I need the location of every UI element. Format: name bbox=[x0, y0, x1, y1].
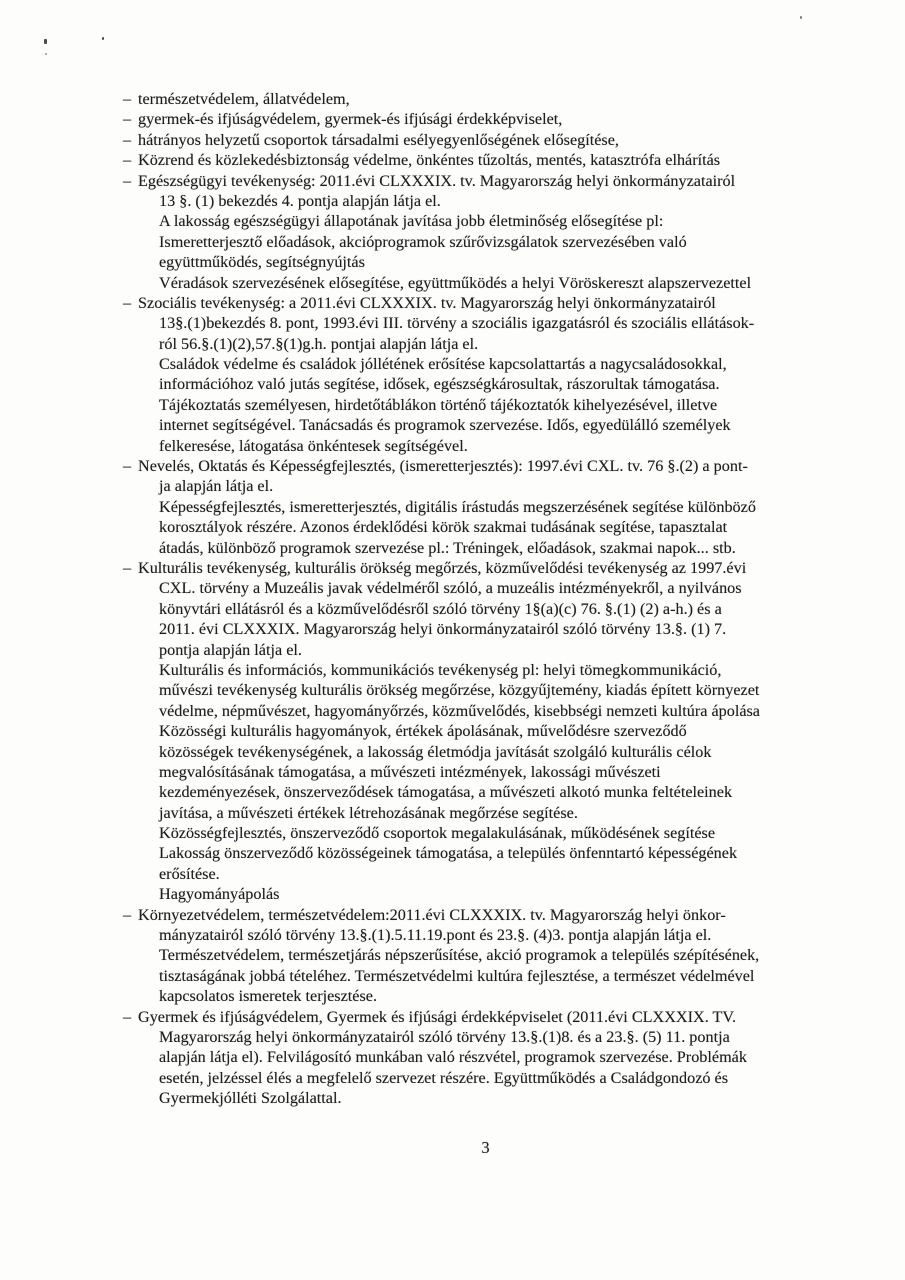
item-first-line bbox=[123, 456, 893, 476]
dash-bullet: – bbox=[123, 130, 132, 149]
item-continuation-line: Természetvédelem, természetjárás népszerűsítése, akció programok a település szépítésének, bbox=[159, 946, 760, 965]
item-continuation-line: átadás, különböző programok szervezése pl.: Tréningek, előadások, szakmai napok... stb. bbox=[159, 538, 736, 557]
dash-bullet: – bbox=[123, 457, 132, 476]
item-continuation-line: Véradások szervezésének elősegítése, együttműködés a helyi Vöröskereszt alapszervezettel bbox=[159, 273, 752, 292]
dash-bullet: – bbox=[123, 558, 132, 577]
list-item bbox=[123, 171, 893, 293]
item-continuation-line: könyvtári ellátásról és a közművelődésről szóló törvény 1§(a)(c) 76. §.(1) (2) a-h.) és a bbox=[159, 599, 722, 618]
list-item bbox=[123, 293, 893, 456]
item-continuation-line: felkeresése, látogatása önkéntesek segítségével. bbox=[159, 436, 468, 455]
dash-bullet: – bbox=[123, 171, 132, 190]
item-first-line bbox=[123, 109, 893, 129]
item-continuation-line: pontja alapján látja el. bbox=[159, 640, 302, 659]
item-continuation-line: 2011. évi CLXXXIX. Magyarország helyi önkormányzatairól szóló törvény 13.§. (1) 7. bbox=[159, 620, 727, 639]
dash-bullet: – bbox=[123, 151, 132, 170]
item-continuation-line: 13 §. (1) bekezdés 4. pontja alapján látja el. bbox=[159, 191, 441, 210]
item-continuation-line: Tájékoztatás személyesen, hirdetőtáblákon történő tájékoztatók kihelyezésével, illetve bbox=[159, 395, 718, 414]
item-continuation-line: erősítése. bbox=[159, 864, 220, 883]
scan-noise-speck bbox=[102, 37, 104, 40]
dash-bullet: – bbox=[123, 905, 132, 924]
item-first-line bbox=[123, 130, 893, 150]
item-continuation-line: ja alapján látja el. bbox=[159, 477, 274, 496]
item-continuation-line: Gyermekjólléti Szolgálattal. bbox=[159, 1089, 342, 1108]
scan-noise-speck bbox=[800, 16, 802, 19]
item-continuation-line: Ismeretterjesztő előadások, akcióprogramok szűrővizsgálatok szervezésében való bbox=[159, 232, 687, 251]
item-first-line bbox=[123, 1007, 893, 1027]
item-continuation-line: Családok védelme és családok jóllétének erősítése kapcsolattartás a nagycsaládosokkal, bbox=[159, 355, 727, 374]
item-continuation-line: Közösségi kulturális hagyományok, értékek ápolásának, művelődésre szerveződő bbox=[159, 722, 687, 741]
item-continuation-line: alapján látja el). Felvilágosító munkában való részvétel, programok szervezése. Problémák bbox=[159, 1048, 747, 1067]
item-text: természetvédelem, állatvédelem, bbox=[138, 90, 350, 108]
item-continuation-line: esetén, jelzéssel élés a megfelelő szervezet részére. Együttműködés a Családgondozó és bbox=[159, 1068, 729, 1087]
item-continuation-line: internet segítségével. Tanácsadás és programok szervezése. Idős, egyedülálló személyek bbox=[159, 416, 731, 435]
content-list bbox=[123, 89, 893, 1109]
list-item bbox=[123, 89, 893, 109]
item-continuation-line: Képességfejlesztés, ismeretterjesztés, digitális írástudás megszerzésének segítése különböző bbox=[159, 497, 756, 516]
item-continuation-line: együttműködés, segítségnyújtás bbox=[159, 253, 365, 272]
item-continuation-line: kapcsolatos ismeretek terjesztése. bbox=[159, 987, 377, 1006]
dash-bullet: – bbox=[123, 110, 132, 129]
item-continuation-line: A lakosság egészségügyi állapotának javítása jobb életminőség elősegítése pl: bbox=[159, 212, 664, 231]
item-text: Nevelés, Oktatás és Képességfejlesztés, (ismeretterjesztés): 1997.évi CXL. tv. 76 §.(2) a pont- bbox=[138, 457, 748, 476]
item-continuation-line: Lakosság önszerveződő közösségeinek támogatása, a település önfenntartó képességének bbox=[159, 844, 738, 863]
list-item bbox=[123, 109, 893, 129]
item-text: Kulturális tevékenység, kulturális örökség megőrzés, közművelődési tevékenység az 1997.évi bbox=[138, 558, 747, 577]
list-item bbox=[123, 456, 893, 558]
item-text: hátrányos helyzetű csoportok társadalmi esélyegyenlőségének elősegítése, bbox=[138, 130, 619, 149]
item-continuation-line: CXL. törvény a Muzeális javak védelméről szóló, a muzeális intézményekről, a nyilvános bbox=[159, 579, 742, 598]
list-item bbox=[123, 130, 893, 150]
list-item bbox=[123, 558, 893, 905]
list-item bbox=[123, 150, 893, 170]
item-continuation-line: ról 56.§.(1)(2),57.§(1)g.h. pontjai alapján látja el. bbox=[159, 334, 479, 353]
item-first-line bbox=[123, 558, 893, 578]
item-continuation-line: Hagyományápolás bbox=[159, 885, 280, 904]
item-continuation-line: mányzatairól szóló törvény 13.§.(1).5.11.19.pont és 23.§. (4)3. pontja alapján látja el. bbox=[159, 926, 712, 945]
dash-bullet: – bbox=[123, 90, 132, 108]
item-continuation-line: megvalósításának támogatása, a művészeti intézmények, lakossági művészeti bbox=[159, 762, 661, 781]
item-first-line bbox=[123, 905, 893, 925]
item-first-line bbox=[123, 171, 893, 191]
list-item bbox=[123, 905, 893, 1007]
item-first-line bbox=[123, 150, 893, 170]
item-continuation-line: Közösségfejlesztés, önszerveződő csoportok megalakulásának, működésének segítése bbox=[159, 824, 716, 843]
item-continuation-line: Magyarország helyi önkormányzatairól szóló törvény 13.§.(1)8. és a 23.§. (5) 11. pontja bbox=[159, 1027, 730, 1046]
item-text: Szociális tevékenység: a 2011.évi CLXXXIX. tv. Magyarország helyi önkormányzatairól bbox=[138, 293, 716, 312]
item-continuation-line: Kulturális és információs, kommunikációs tevékenység pl: helyi tömegkommunikáció, bbox=[159, 660, 722, 679]
item-text: Gyermek és ifjúságvédelem, Gyermek és ifjúsági érdekképviselet (2011.évi CLXXXIX. TV. bbox=[138, 1007, 737, 1026]
item-continuation-line: művészi tevékenység kulturális örökség megőrzése, közgyűjtemény, kiadás épített környezet bbox=[159, 681, 760, 700]
dash-bullet: – bbox=[123, 293, 132, 312]
item-text: Egészségügyi tevékenység: 2011.évi CLXXXIX. tv. Magyarország helyi önkormányzatairól bbox=[138, 171, 736, 190]
item-continuation-line: javítása, a művészeti értékek létrehozásának megőrzése segítése. bbox=[159, 803, 578, 822]
item-text: gyermek-és ifjúságvédelem, gyermek-és ifjúsági érdekképviselet, bbox=[138, 110, 563, 129]
item-first-line bbox=[123, 293, 893, 313]
item-text: Közrend és közlekedésbiztonság védelme, önkéntes tűzoltás, mentés, katasztrófa elhárítás bbox=[138, 151, 721, 170]
scan-noise-speck bbox=[44, 39, 47, 44]
item-first-line bbox=[123, 89, 893, 109]
item-continuation-line: tisztaságának jobbá tételéhez. Természetvédelmi kultúra fejlesztése, a természet védelmével bbox=[159, 966, 755, 985]
list-item bbox=[123, 1007, 893, 1109]
item-continuation-line: közösségek tevékenységének, a lakosság életmódja javítását szolgáló kulturális célok bbox=[159, 742, 712, 761]
page-number: 3 bbox=[481, 1138, 490, 1157]
dash-bullet: – bbox=[123, 1007, 132, 1026]
item-continuation-line: 13§.(1)bekezdés 8. pont, 1993.évi III. törvény a szociális igazgatásról és szociális ellátások- bbox=[159, 314, 755, 333]
scan-noise-speck bbox=[45, 53, 47, 55]
item-continuation-line: korosztályok részére. Azonos érdeklődési körök szakmai tudásának segítése, tapasztalat bbox=[159, 518, 728, 537]
item-continuation-line: kezdeményezések, önszerveződések támogatása, a művészeti alkotó munka feltételeinek bbox=[159, 783, 733, 802]
item-continuation-line: információhoz való jutás segítése, idősek, egészségkárosultak, rászorultak támogatása. bbox=[159, 375, 720, 394]
item-text: Környezetvédelem, természetvédelem:2011.évi CLXXXIX. tv. Magyarország helyi önkor- bbox=[138, 905, 726, 924]
item-continuation-line: védelme, népművészet, hagyományőrzés, közművelődés, kisebbségi nemzeti kultúra ápolása bbox=[159, 701, 760, 720]
